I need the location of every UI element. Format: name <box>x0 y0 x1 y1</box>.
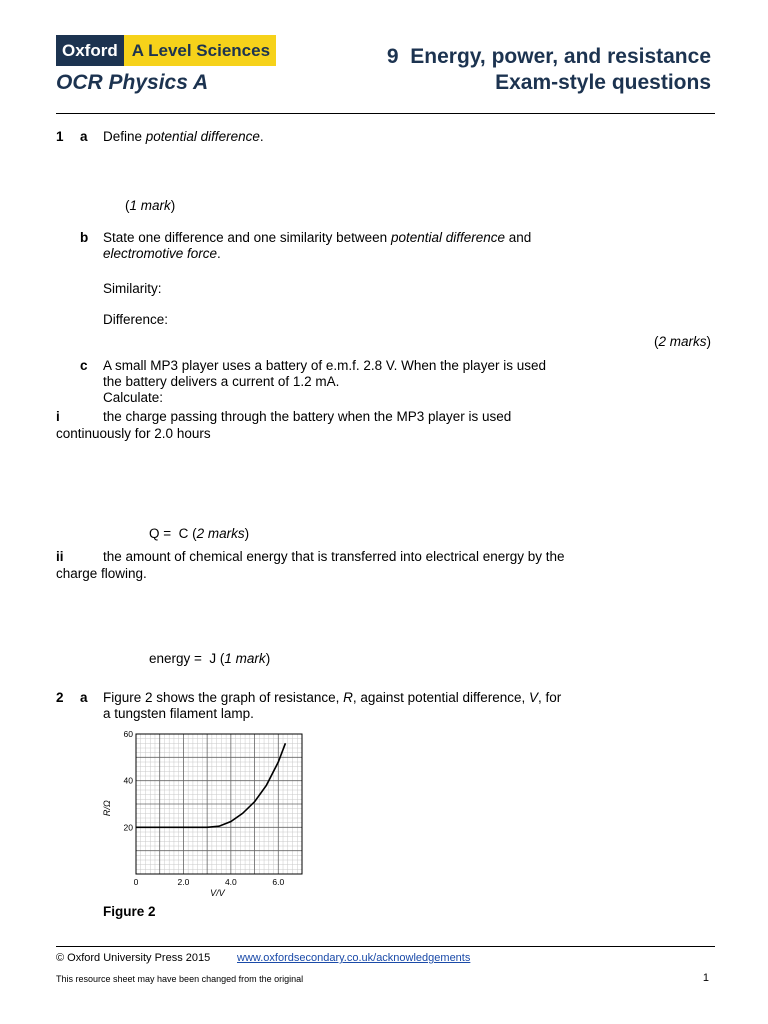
marks: (1 mark) <box>125 198 176 213</box>
question-text: State one difference and one similarity between potential difference and <box>103 230 532 245</box>
difference-label: Difference: <box>103 312 169 327</box>
brand-oxford: Oxford <box>56 35 124 66</box>
question-text: Figure 2 shows the graph of resistance, R, against potential difference, V, for <box>103 690 562 705</box>
major-grid <box>136 734 302 874</box>
similarity-label: Similarity: <box>103 281 162 296</box>
marks: (2 marks) <box>653 334 711 349</box>
figure-caption: Figure 2 <box>103 904 156 919</box>
question-text: the amount of chemical energy that is transferred into electrical energy by the <box>103 549 565 564</box>
part-label: c <box>80 358 88 373</box>
question-text: the charge passing through the battery when the MP3 player is used <box>103 409 512 424</box>
question-text: Define potential difference. <box>103 129 264 144</box>
question-text: a tungsten filament lamp. <box>103 706 254 721</box>
chapter-title: 9 Energy, power, and resistance <box>386 45 711 68</box>
copyright: © Oxford University Press 2015 <box>56 952 211 964</box>
question-text: charge flowing. <box>56 566 147 581</box>
question-text: electromotive force. <box>103 246 221 261</box>
page-number: 1 <box>702 972 709 984</box>
x-tick-label: 6.0 <box>272 877 285 887</box>
part-label: a <box>80 690 88 705</box>
answer-line: Q = C (2 marks) <box>149 526 250 541</box>
y-tick-label: 60 <box>123 729 133 739</box>
x-tick-label: 0 <box>133 877 139 887</box>
sheet-title: Exam-style questions <box>495 71 711 94</box>
brand-sciences: A Level Sciences <box>124 35 276 66</box>
acknowledgements-link[interactable] <box>237 952 470 964</box>
x-axis-label: V/V <box>210 888 225 896</box>
x-tick-label: 2.0 <box>177 877 190 887</box>
part-label: a <box>80 129 88 144</box>
resistance-voltage-graph <box>100 726 310 896</box>
changed-note: This resource sheet may have been changed from the original <box>56 974 304 984</box>
footer-rule <box>56 946 715 947</box>
header-rule <box>56 113 715 114</box>
question-number: 1 <box>56 129 64 144</box>
y-tick-label: 40 <box>123 775 133 786</box>
question-number: 2 <box>56 690 64 705</box>
y-tick-label: 20 <box>123 822 133 833</box>
question-text: continuously for 2.0 hours <box>56 426 211 441</box>
question-text: Calculate: <box>103 390 164 405</box>
subpart-label: i <box>56 409 60 424</box>
part-label: b <box>80 230 89 245</box>
y-axis-label: R/Ω <box>102 800 112 817</box>
link-text[interactable]: www.oxfordsecondary.co.uk/acknowledgements <box>237 952 471 964</box>
question-text: the battery delivers a current of 1.2 mA. <box>103 374 340 389</box>
subpart-label: ii <box>56 549 64 564</box>
question-text: A small MP3 player uses a battery of e.m.f. 2.8 V. When the player is used <box>103 358 546 373</box>
subject-title: OCR Physics A <box>56 71 209 94</box>
answer-line: energy = J (1 mark) <box>149 651 271 666</box>
x-tick-label: 4.0 <box>224 877 237 887</box>
brand-logo <box>56 35 276 66</box>
